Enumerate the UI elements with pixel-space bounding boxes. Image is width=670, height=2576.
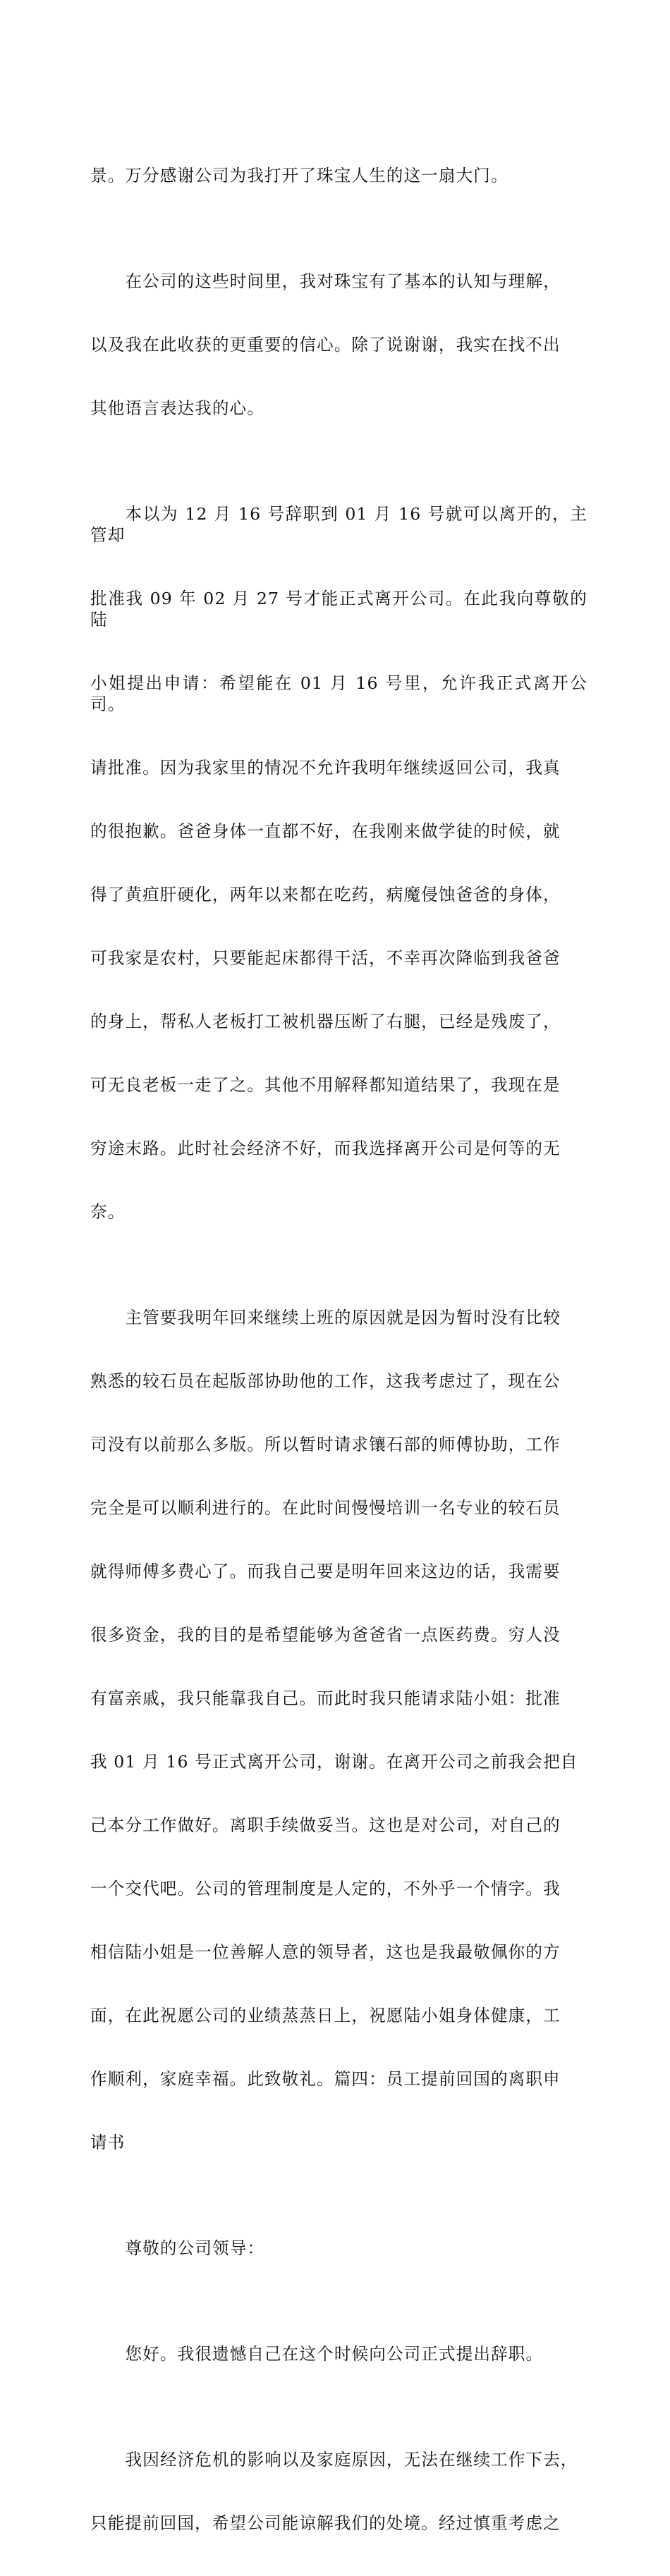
text-line: 一个交代吧。公司的管理制度是人定的，不外乎一个情字。我 bbox=[90, 1879, 561, 1899]
text-line: 景。万分感谢公司为我打开了珠宝人生的这一扇大门。 bbox=[90, 166, 508, 185]
text-line: 本以为 12 月 16 号辞职到 01 月 16 号就可以离开的，主管却 bbox=[90, 504, 587, 545]
paragraph bbox=[90, 123, 587, 228]
paragraph bbox=[90, 2195, 587, 2301]
text-line: 完全是可以顺利进行的。在此时间慢慢培训一名专业的较石员 bbox=[90, 1498, 561, 1518]
text-line: 请书 bbox=[90, 2133, 126, 2152]
text-line: 很多资金，我的目的是希望能够为爸爸省一点医药费。穷人没 bbox=[90, 1625, 561, 1645]
paragraph bbox=[90, 228, 587, 461]
text-line: 作顺利，家庭幸福。此致敬礼。篇四：员工提前回国的离职申 bbox=[90, 2069, 561, 2089]
text-line: 司没有以前那么多版。所以暂时请求镶石部的师傅协助，工作 bbox=[90, 1435, 561, 1454]
paragraph bbox=[90, 461, 587, 1265]
text-line: 奈。 bbox=[90, 1202, 126, 1222]
text-line: 就得师傅多费心了。而我自己要是明年回来这边的话，我需要 bbox=[90, 1562, 561, 1581]
text-line: 以及我在此收获的更重要的信心。除了说谢谢，我实在找不出 bbox=[90, 335, 561, 355]
text-line: 您好。我很遗憾自己在这个时候向公司正式提出辞职。 bbox=[125, 2344, 544, 2364]
paragraph bbox=[90, 1265, 587, 2195]
text-line: 在公司的这些时间里，我对珠宝有了基本的认知与理解， bbox=[125, 271, 561, 291]
text-line: 得了黄疸肝硬化，两年以来都在吃药，病魔侵蚀爸爸的身体， bbox=[90, 885, 561, 904]
paragraph bbox=[90, 2407, 587, 2576]
text-line: 相信陆小姐是一位善解人意的领导者，这也是我最敬佩你的方 bbox=[90, 1942, 561, 1962]
paragraph bbox=[90, 2301, 587, 2407]
text-line: 小姐提出申请：希望能在 01 月 16 号里，允许我正式离开公司。 bbox=[90, 673, 587, 714]
text-line: 的很抱歉。爸爸身体一直都不好，在我刚来做学徒的时候，就 bbox=[90, 821, 561, 841]
text-line: 的身上，帮私人老板打工被机器压断了右腿，已经是残废了， bbox=[90, 1012, 561, 1031]
text-line: 可无良老板一走了之。其他不用解释都知道结果了，我现在是 bbox=[90, 1075, 561, 1095]
text-line: 熟悉的较石员在起版部协助他的工作，这我考虑过了，现在公 bbox=[90, 1371, 561, 1391]
text-line: 有富亲戚，我只能靠我自己。而此时我只能请求陆小姐：批准 bbox=[90, 1688, 561, 1708]
text-line: 其他语言表达我的心。 bbox=[90, 398, 264, 418]
text-line: 己本分工作做好。离职手续做妥当。这也是对公司，对自己的 bbox=[90, 1815, 561, 1835]
text-line: 我因经济危机的影响以及家庭原因，无法在继续工作下去， bbox=[125, 2450, 578, 2470]
text-line: 面，在此祝愿公司的业绩蒸蒸日上，祝愿陆小姐身体健康，工 bbox=[90, 2006, 561, 2025]
text-line: 批准我 09 年 02 月 27 号才能正式离开公司。在此我向尊敬的陆 bbox=[90, 589, 587, 630]
text-line: 主管要我明年回来继续上班的原因就是因为暂时没有比较 bbox=[125, 1308, 561, 1327]
text-line: 我 01 月 16 号正式离开公司，谢谢。在离开公司之前我会把自 bbox=[90, 1752, 578, 1772]
text-line: 穷途末路。此时社会经济不好，而我选择离开公司是何等的无 bbox=[90, 1139, 561, 1158]
text-line: 只能提前回国，希望公司能谅解我们的处境。经过慎重考虑之 bbox=[90, 2513, 561, 2533]
text-line: 请批准。因为我家里的情况不允许我明年继续返回公司，我真 bbox=[90, 758, 561, 778]
document-body bbox=[90, 123, 587, 2576]
text-line: 可我家是农村，只要能起床都得干活，不幸再次降临到我爸爸 bbox=[90, 948, 561, 968]
text-line: 尊敬的公司领导： bbox=[125, 2238, 265, 2258]
